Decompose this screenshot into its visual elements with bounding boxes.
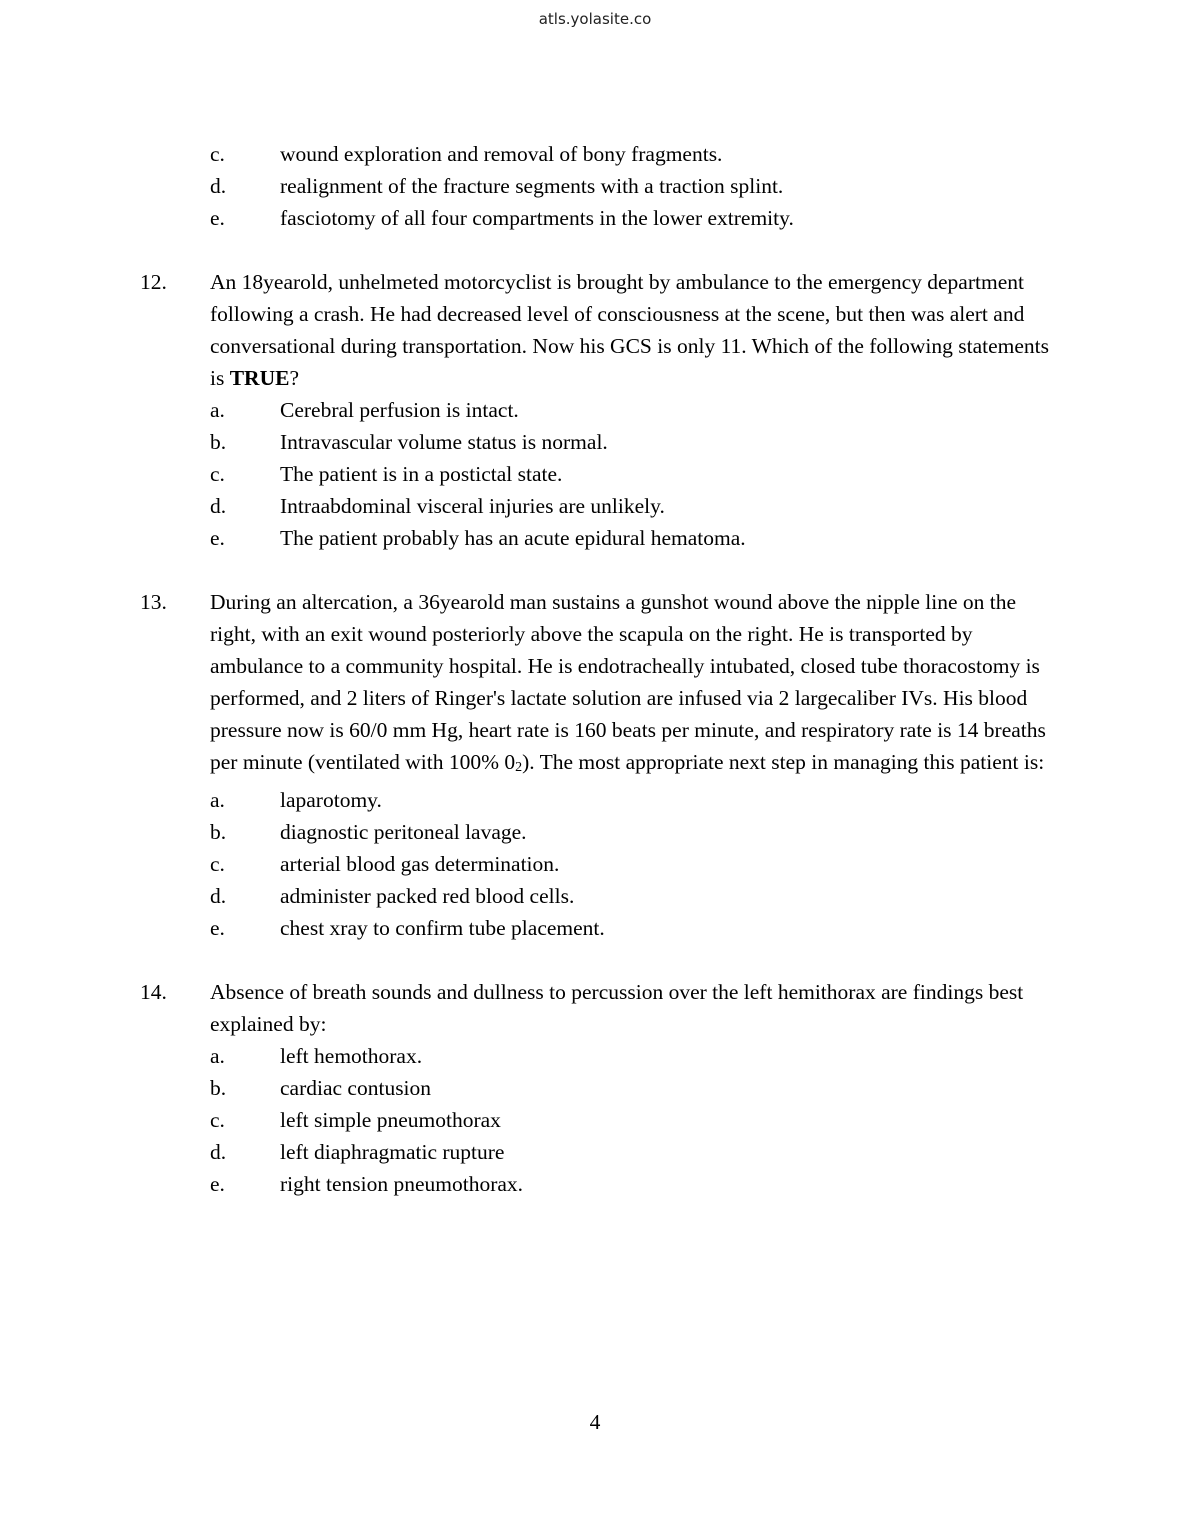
option-item: [210, 1136, 1060, 1168]
option-text: administer packed red blood cells.: [280, 884, 575, 908]
option-item: [210, 522, 1060, 554]
option-letter: d.: [210, 1140, 227, 1164]
option-text: chest xray to confirm tube placement.: [280, 916, 605, 940]
option-text: arterial blood gas determination.: [280, 852, 560, 876]
question-number: 14.: [140, 980, 167, 1004]
option-letter: d.: [210, 174, 227, 198]
option-text: cardiac contusion: [280, 1076, 432, 1100]
option-letter: c.: [210, 852, 225, 876]
carryover-options: [140, 138, 1060, 234]
option-text: left hemothorax.: [280, 1044, 423, 1068]
option-item: [210, 490, 1060, 522]
option-letter: d.: [210, 884, 227, 908]
option-letter: e.: [210, 206, 225, 230]
question-12: [140, 266, 1060, 394]
option-letter: e.: [210, 526, 225, 550]
question-stem: [210, 266, 1060, 394]
question-14-options: [140, 1040, 1060, 1200]
option-letter: a.: [210, 1044, 225, 1068]
option-item: [210, 848, 1060, 880]
option-letter: b.: [210, 820, 227, 844]
option-letter: b.: [210, 430, 227, 454]
stem-text: During an altercation, a 36yearold man sustains a gunshot wound above the nipple line on the right, with an exit wound posteriorly above the scapula on the right. He is transported by ambulance to a community hospital. He is endotracheally intubated, closed tube thoracostomy is performed, and 2 liters of Ringer's lactate solution are infused via 2 largecaliber IVs. His blood pressure now is 60/0 mm Hg, heart rate is 160 beats per minute, and respiratory rate is 14 breaths per minute (ventilated with 100% 0: [210, 590, 1046, 774]
option-letter: e.: [210, 916, 225, 940]
question-stem: [210, 586, 1060, 784]
stem-subscript: 2: [515, 760, 523, 775]
option-text: Cerebral perfusion is intact.: [280, 398, 519, 422]
option-text: left simple pneumothorax: [280, 1108, 501, 1132]
option-letter: a.: [210, 398, 225, 422]
option-text: left diaphragmatic rupture: [280, 1140, 505, 1164]
question-number: 13.: [140, 590, 167, 614]
option-text: right tension pneumothorax.: [280, 1172, 524, 1196]
option-item: [210, 1040, 1060, 1072]
option-letter: c.: [210, 142, 225, 166]
option-item: [210, 912, 1060, 944]
option-item: [210, 170, 1060, 202]
option-item: [210, 394, 1060, 426]
option-item: [210, 880, 1060, 912]
option-item: [210, 1168, 1060, 1200]
option-letter: a.: [210, 788, 225, 812]
option-text: laparotomy.: [280, 788, 382, 812]
option-text: realignment of the fracture segments with a traction splint.: [280, 174, 784, 198]
option-letter: b.: [210, 1076, 227, 1100]
stem-text-end: ). The most appropriate next step in managing this patient is:: [522, 750, 1045, 774]
option-text: Intravascular volume status is normal.: [280, 430, 608, 454]
stem-text: An 18yearold, unhelmeted motorcyclist is brought by ambulance to the emergency department following a crash. He had decreased level of consciousness at the scene, but then was alert and conversational during transportation. Now his GCS is only 11. Which of the following statements is: [210, 270, 1049, 390]
option-letter: e.: [210, 1172, 225, 1196]
page-content: [140, 138, 1060, 1200]
question-12-options: [140, 394, 1060, 554]
option-item: [210, 816, 1060, 848]
stem-text-end: ?: [289, 366, 299, 390]
option-letter: c.: [210, 462, 225, 486]
question-stem: Absence of breath sounds and dullness to percussion over the left hemithorax are findings best explained by:: [210, 980, 1024, 1036]
option-item: [210, 458, 1060, 490]
option-item: [210, 784, 1060, 816]
option-letter: d.: [210, 494, 227, 518]
page-number: 4: [589, 1410, 601, 1434]
option-item: [210, 138, 1060, 170]
option-text: diagnostic peritoneal lavage.: [280, 820, 527, 844]
option-letter: c.: [210, 1108, 225, 1132]
option-item: [210, 1104, 1060, 1136]
question-14: [140, 976, 1060, 1040]
site-header: atls.yolasite.co: [538, 10, 652, 28]
question-number: 12.: [140, 270, 167, 294]
option-item: [210, 1072, 1060, 1104]
option-text: fasciotomy of all four compartments in the lower extremity.: [280, 206, 794, 230]
option-item: [210, 202, 1060, 234]
question-13: [140, 586, 1060, 784]
option-text: wound exploration and removal of bony fragments.: [280, 142, 723, 166]
option-text: The patient is in a postictal state.: [280, 462, 563, 486]
option-text: The patient probably has an acute epidural hematoma.: [280, 526, 746, 550]
question-13-options: [140, 784, 1060, 944]
option-item: [210, 426, 1060, 458]
option-text: Intraabdominal visceral injuries are unlikely.: [280, 494, 665, 518]
stem-emphasis: TRUE: [229, 366, 290, 390]
